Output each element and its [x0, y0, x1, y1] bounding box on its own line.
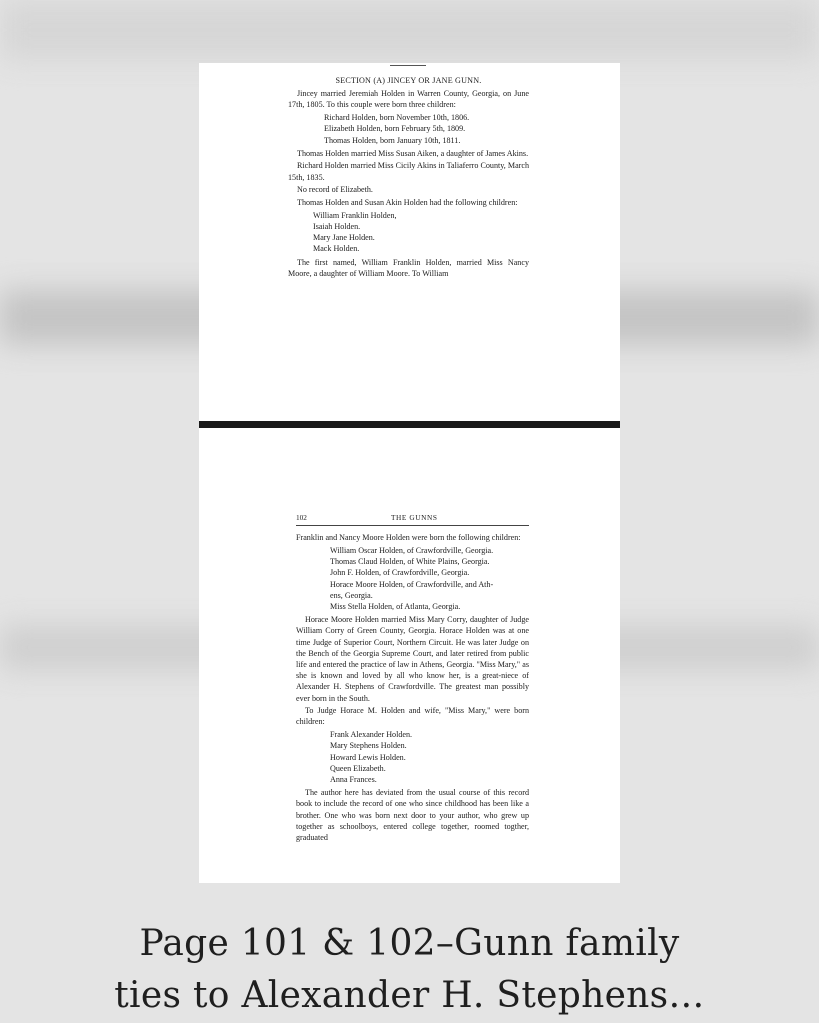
list-item: Richard Holden, born November 10th, 1806. — [324, 113, 470, 123]
caption — [0, 918, 819, 1022]
section-heading: SECTION (A) JINCEY OR JANE GUNN. — [335, 76, 482, 85]
list-item: William Franklin Holden, — [313, 210, 397, 220]
list-item: Thomas Holden, born January 10th, 1811. — [324, 135, 461, 145]
list-item: Horace Moore Holden, of Crawfordville, and Ath- — [330, 579, 494, 589]
paragraph: No record of Elizabeth. — [297, 185, 373, 195]
top-rule — [390, 65, 426, 66]
children-list — [296, 545, 529, 612]
caption-line: Page 101 & 102–Gunn family — [139, 923, 680, 964]
list-item: Miss Stella Holden, of Atlanta, Georgia. — [330, 601, 461, 611]
paragraph: Thomas Holden and Susan Akin Holden had the following children: — [297, 198, 518, 208]
list-item: ens, Georgia. — [330, 590, 373, 600]
list-item: Frank Alexander Holden. — [330, 730, 413, 740]
paragraph: The author here has deviated from the usual course of this record book to include the record of one who since childhood has been like a brother. One who was born next door to your author, who grew up together as schoolboys, entered college together, roomed togther, graduated — [296, 788, 529, 842]
list-item: Anna Frances. — [330, 774, 377, 784]
children-list — [288, 210, 529, 255]
book-page-101 — [199, 63, 620, 421]
paragraph: Franklin and Nancy Moore Holden were born the following children: — [296, 533, 521, 543]
list-item: Thomas Claud Holden, of White Plains, Georgia. — [330, 557, 490, 567]
list-item: Howard Lewis Holden. — [330, 752, 406, 762]
list-item: John F. Holden, of Crawfordville, Georgia. — [330, 568, 470, 578]
paragraph: Thomas Holden married Miss Susan Aiken, a daughter of James Akins. — [297, 148, 529, 158]
list-item: Mary Jane Holden. — [313, 233, 375, 243]
paragraph: Horace Moore Holden married Miss Mary Corry, daughter of Judge William Corry of Green County, Georgia. Horace Holden was at one time Judge of Superior Court, Northern Circuit. He was later Judge on the Bench of the Georgia Supreme Court, and later retired from public life and entered the practice of law in Athens, Georgia. "Miss Mary," as she is known and loved by all who know her, is a great-niece of Alexander H. Stephens of Crawfordville. The greatest man possibly ever born in the South. — [296, 615, 529, 703]
children-list — [288, 112, 529, 146]
children-list — [296, 729, 529, 785]
paragraph: Jincey married Jeremiah Holden in Warren County, Georgia, on June 17th, 1805. To this couple were born three children: — [288, 89, 529, 110]
list-item: Mack Holden. — [313, 244, 360, 254]
background-blur-top — [0, 0, 819, 60]
paragraph: Richard Holden married Miss Cicily Akins in Taliaferro County, March 15th, 1835. — [288, 161, 529, 182]
running-title: THE GUNNS — [391, 513, 438, 522]
book-page-102 — [199, 428, 620, 883]
page-number: 102 — [296, 513, 307, 522]
list-item: William Oscar Holden, of Crawfordville, Georgia. — [330, 545, 494, 555]
paragraph: To Judge Horace M. Holden and wife, "Miss Mary," were born children: — [296, 706, 529, 727]
list-item: Queen Elizabeth. — [330, 763, 386, 773]
running-head — [296, 512, 529, 523]
paragraph: The first named, William Franklin Holden, married Miss Nancy Moore, a daughter of William Moore. To William — [288, 257, 529, 278]
header-rule — [296, 525, 529, 526]
list-item: Mary Stephens Holden. — [330, 741, 407, 751]
page-divider — [199, 421, 620, 428]
caption-line: ties to Alexander H. Stephens… — [114, 975, 705, 1016]
list-item: Isaiah Holden. — [313, 221, 361, 231]
list-item: Elizabeth Holden, born February 5th, 1809. — [324, 124, 466, 134]
